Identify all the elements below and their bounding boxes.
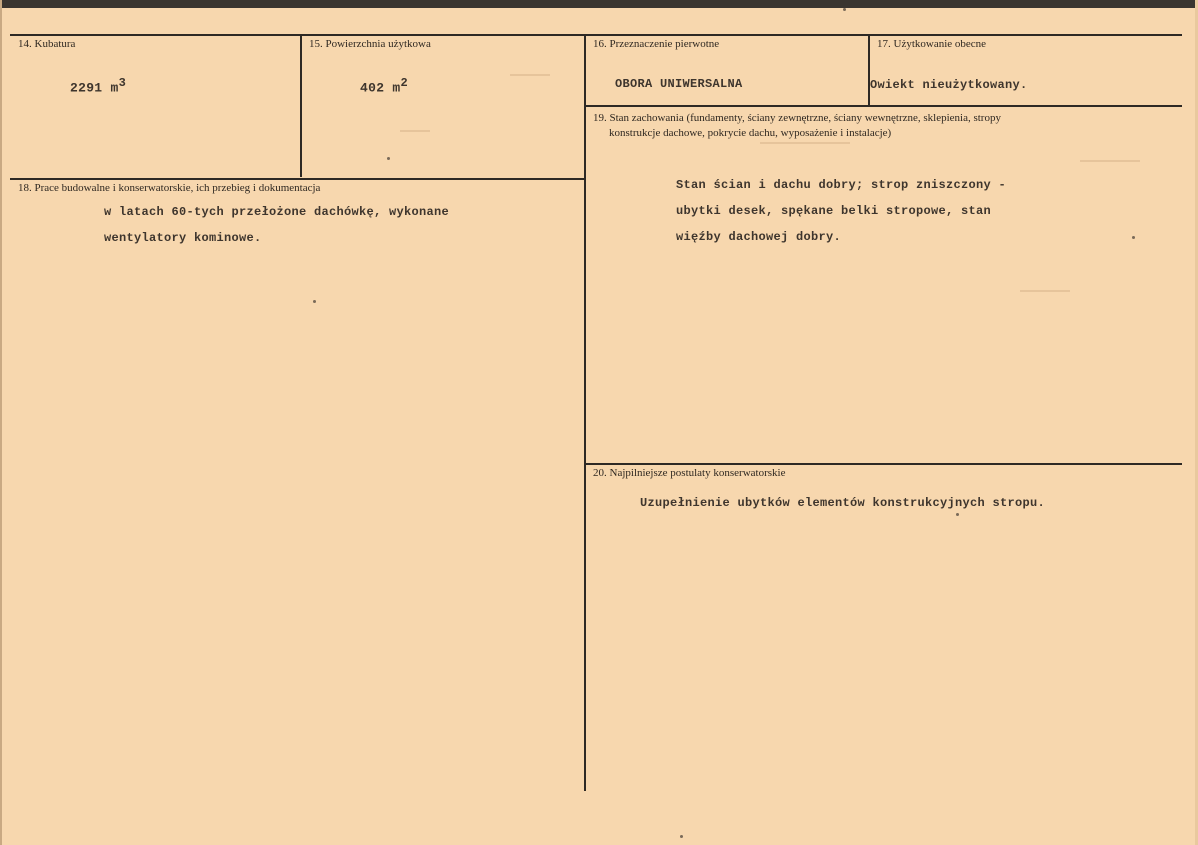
prace-text: [104, 199, 449, 251]
kubatura-unit-exponent: 3: [118, 76, 127, 90]
kubatura-value: [70, 76, 126, 95]
paper-speck: [313, 300, 316, 303]
main-column-divider: [584, 34, 586, 791]
divider-14-18: [10, 178, 584, 180]
uzytkowanie-value: Owiekt nieużytkowany.: [870, 78, 1028, 92]
prace-line: wentylatory kominowe.: [104, 231, 262, 245]
powierzchnia-number: 402: [360, 80, 385, 96]
uzytkowanie-label: 17. Użytkowanie obecne: [877, 38, 987, 50]
powierzchnia-value: [360, 76, 408, 95]
scan-top-edge: [0, 0, 1198, 8]
paper-ghost-mark: [1080, 160, 1140, 162]
powierzchnia-label: 15. Powierzchnia użytkowa: [309, 38, 431, 50]
stan-line: Stan ścian i dachu dobry; strop zniszczony -: [676, 178, 1007, 192]
paper-ghost-mark: [1020, 290, 1070, 292]
divider-19-20: [584, 463, 1182, 465]
paper-speck: [843, 8, 846, 11]
stan-label-line1: 19. Stan zachowania (fundamenty, ściany zewnętrzne, ściany wewnętrzne, sklepienia, stropy: [593, 112, 1001, 124]
divider-14-15: [300, 34, 302, 177]
paper-speck: [680, 835, 683, 838]
paper-speck: [1132, 236, 1135, 239]
paper-speck: [956, 513, 959, 516]
stan-label-line2: konstrukcje dachowe, pokrycie dachu, wyposażenie i instalacje): [609, 127, 892, 139]
paper-ghost-mark: [510, 74, 550, 76]
postulaty-value: Uzupełnienie ubytków elementów konstrukcyjnych stropu.: [640, 496, 1046, 510]
prace-line: w latach 60-tych przełożone dachówkę, wykonane: [104, 205, 450, 219]
stan-line: ubytki desek, spękane belki stropowe, stan: [676, 204, 992, 218]
scan-left-edge: [0, 0, 2, 845]
stan-text: [676, 172, 1006, 250]
powierzchnia-unit-exponent: 2: [400, 76, 409, 90]
przeznaczenie-value: OBORA UNIWERSALNA: [615, 77, 743, 91]
kubatura-number: 2291: [70, 80, 103, 96]
paper-speck: [387, 157, 390, 160]
stan-line: więźby dachowej dobry.: [676, 230, 842, 244]
divider-16-19: [584, 105, 1182, 107]
przeznaczenie-label: 16. Przeznaczenie pierwotne: [593, 38, 720, 50]
kubatura-label: 14. Kubatura: [18, 38, 76, 50]
paper-ghost-mark: [400, 130, 430, 132]
postulaty-label: 20. Najpilniejsze postulaty konserwatorskie: [593, 467, 786, 479]
divider-16-17: [868, 34, 870, 106]
powierzchnia-unit: m: [392, 80, 401, 96]
prace-label: 18. Prace budowalne i konserwatorskie, ich przebieg i dokumentacja: [18, 182, 321, 194]
paper-ghost-mark: [760, 142, 850, 144]
form-top-border: [10, 34, 1182, 36]
kubatura-unit: m: [110, 80, 119, 96]
